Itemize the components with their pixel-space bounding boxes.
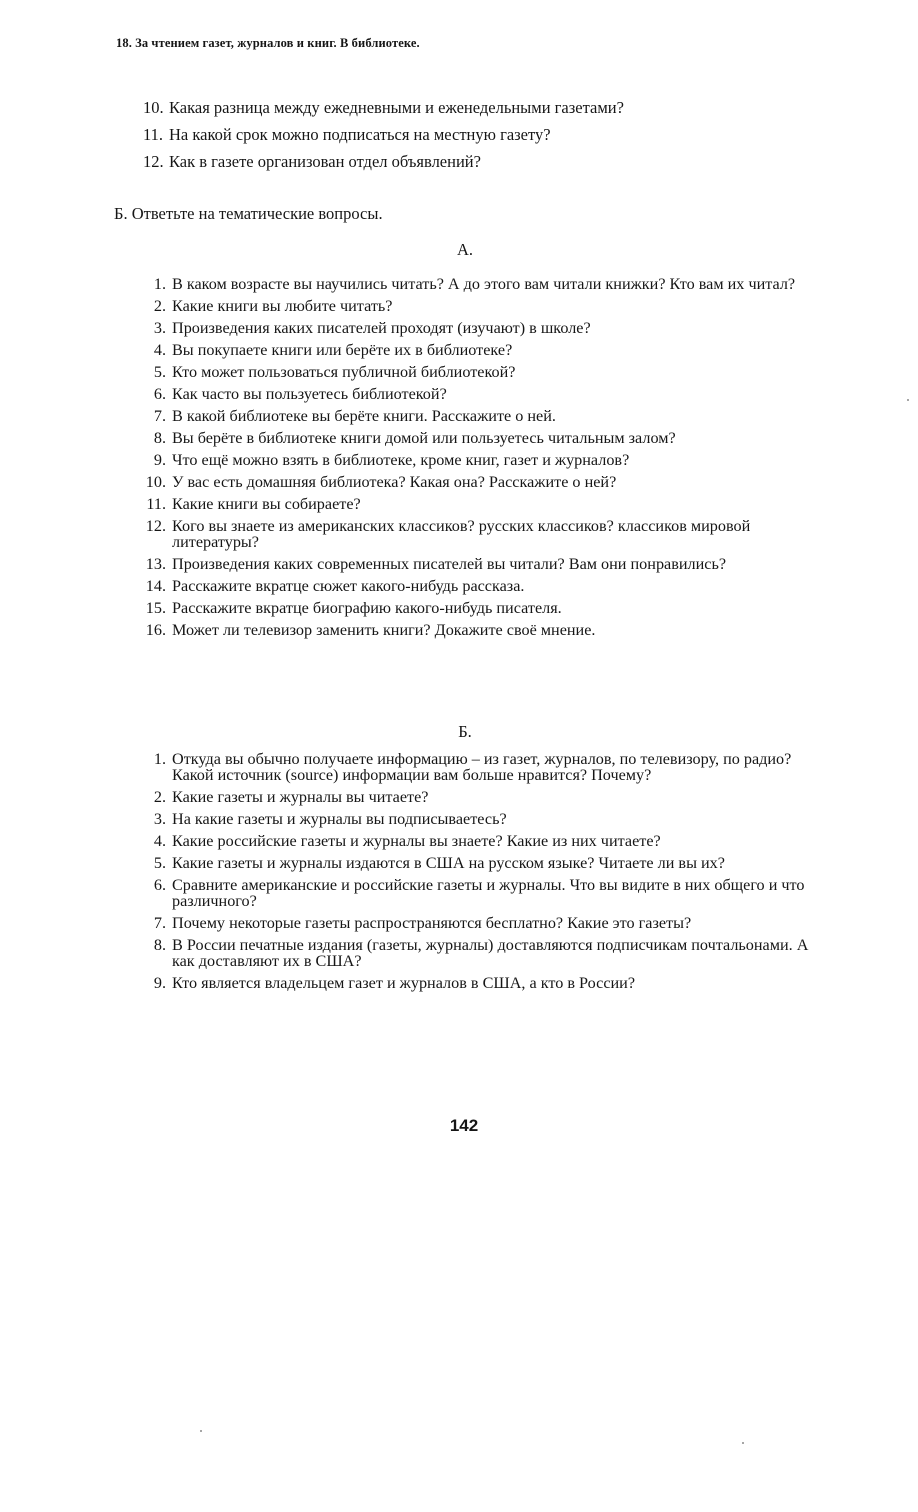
question-text: На какие газеты и журналы вы подписываетесь? [172, 810, 507, 828]
question-text: Кто может пользоваться публичной библиотекой? [172, 363, 516, 381]
question-text: Какие газеты и журналы издаются в США на русском языке? Читаете ли вы их? [172, 854, 725, 872]
question-number: 1. [153, 750, 166, 768]
question-number: 4. [153, 341, 166, 359]
part-b-question-list [138, 751, 818, 997]
question-text: В каком возрасте вы научились читать? А до этого вам читали книжки? Кто вам их читал? [172, 275, 796, 293]
question-number: 2. [153, 297, 166, 315]
question-text: Что ещё можно взять в библиотеке, кроме книг, газет и журналов? [172, 451, 630, 469]
list-item [138, 342, 818, 358]
question-text: Какие книги вы любите читать? [172, 297, 393, 315]
part-a-question-list [138, 276, 818, 644]
part-a-heading: А. [456, 240, 474, 259]
continued-question-list [143, 97, 823, 178]
question-text: Какие газеты и журналы вы читаете? [172, 788, 429, 806]
question-text: У вас есть домашняя библиотека? Какая она? Расскажите о ней? [172, 473, 617, 491]
list-item [138, 408, 818, 424]
list-item [138, 518, 818, 550]
question-number: 5. [153, 363, 166, 381]
question-number: 9. [153, 451, 166, 469]
list-item [138, 811, 818, 827]
list-item [138, 937, 818, 969]
list-item [138, 320, 818, 336]
question-number: 5. [153, 854, 166, 872]
question-number: 3. [153, 319, 166, 337]
question-number: 12. [143, 152, 164, 171]
question-text: В какой библиотеке вы берёте книги. Расскажите о ней. [172, 407, 556, 425]
list-item [138, 833, 818, 849]
list-item [138, 276, 818, 292]
question-text: Какие российские газеты и журналы вы знаете? Какие из них читаете? [172, 832, 661, 850]
list-item [138, 975, 818, 991]
question-number: 12. [145, 517, 166, 535]
question-text: Откуда вы обычно получаете информацию – из газет, журналов, по телевизору, по радио? Какой источник (source) информации вам больше нравится? Почему? [172, 750, 792, 784]
question-text: Может ли телевизор заменить книги? Докажите своё мнение. [172, 621, 596, 639]
list-item [138, 877, 818, 909]
question-number: 4. [153, 832, 166, 850]
question-number: 13. [145, 555, 166, 573]
scan-speck [200, 1430, 202, 1432]
scan-speck [742, 1442, 744, 1444]
question-text: Кого вы знаете из американских классиков? русских классиков? классиков мировой литературы? [172, 517, 751, 551]
running-head: 18. За чтением газет, журналов и книг. В библиотеке. [116, 36, 420, 50]
section-heading: Б. Ответьте на тематические вопросы. [114, 204, 383, 223]
question-number: 6. [153, 385, 166, 403]
question-number: 7. [153, 914, 166, 932]
scan-speck [907, 399, 909, 401]
list-item [138, 430, 818, 446]
question-text: Произведения каких писателей проходят (изучают) в школе? [172, 319, 591, 337]
question-number: 1. [153, 275, 166, 293]
question-number: 9. [153, 974, 166, 992]
question-text: Какие книги вы собираете? [172, 495, 361, 513]
list-item [138, 855, 818, 871]
question-number: 11. [146, 495, 166, 513]
question-text: Сравните американские и российские газеты и журналы. Что вы видите в них общего и что различного? [172, 876, 805, 910]
question-text: Расскажите вкратце сюжет какого-нибудь рассказа. [172, 577, 525, 595]
question-number: 6. [153, 876, 166, 894]
list-item [138, 789, 818, 805]
question-number: 14. [145, 577, 166, 595]
list-item [138, 452, 818, 468]
question-text: Какая разница между ежедневными и еженедельными газетами? [169, 98, 624, 117]
list-item [138, 915, 818, 931]
list-item [138, 496, 818, 512]
list-item [138, 578, 818, 594]
question-text: Произведения каких современных писателей вы читали? Вам они понравились? [172, 555, 727, 573]
question-number: 7. [153, 407, 166, 425]
page-number: 142 [449, 1116, 479, 1135]
question-text: Вы берёте в библиотеке книги домой или пользуетесь читальным залом? [172, 429, 676, 447]
question-text: Расскажите вкратце биографию какого-нибудь писателя. [172, 599, 562, 617]
question-number: 15. [145, 599, 166, 617]
question-text: В России печатные издания (газеты, журналы) доставляются подписчикам почтальонами. А как доставляют их в США? [172, 936, 809, 970]
question-text: Вы покупаете книги или берёте их в библиотеке? [172, 341, 513, 359]
list-item [138, 556, 818, 572]
question-number: 10. [145, 473, 166, 491]
question-number: 10. [143, 98, 164, 117]
list-item [138, 298, 818, 314]
question-number: 8. [153, 429, 166, 447]
question-text: Почему некоторые газеты распространяются бесплатно? Какие это газеты? [172, 914, 692, 932]
question-number: 16. [145, 621, 166, 639]
list-item [143, 151, 823, 178]
question-number: 8. [153, 936, 166, 954]
list-item [138, 364, 818, 380]
part-b-heading: Б. [458, 722, 472, 741]
question-number: 3. [153, 810, 166, 828]
question-text: Как в газете организован отдел объявлений? [169, 152, 481, 171]
list-item [143, 124, 823, 151]
list-item [138, 600, 818, 616]
question-text: На какой срок можно подписаться на местную газету? [169, 125, 551, 144]
list-item [138, 622, 818, 638]
question-text: Как часто вы пользуетесь библиотекой? [172, 385, 447, 403]
question-number: 2. [153, 788, 166, 806]
list-item [143, 97, 823, 124]
question-text: Кто является владельцем газет и журналов в США, а кто в России? [172, 974, 636, 992]
list-item [138, 474, 818, 490]
list-item [138, 751, 818, 783]
list-item [138, 386, 818, 402]
question-number: 11. [143, 125, 164, 144]
